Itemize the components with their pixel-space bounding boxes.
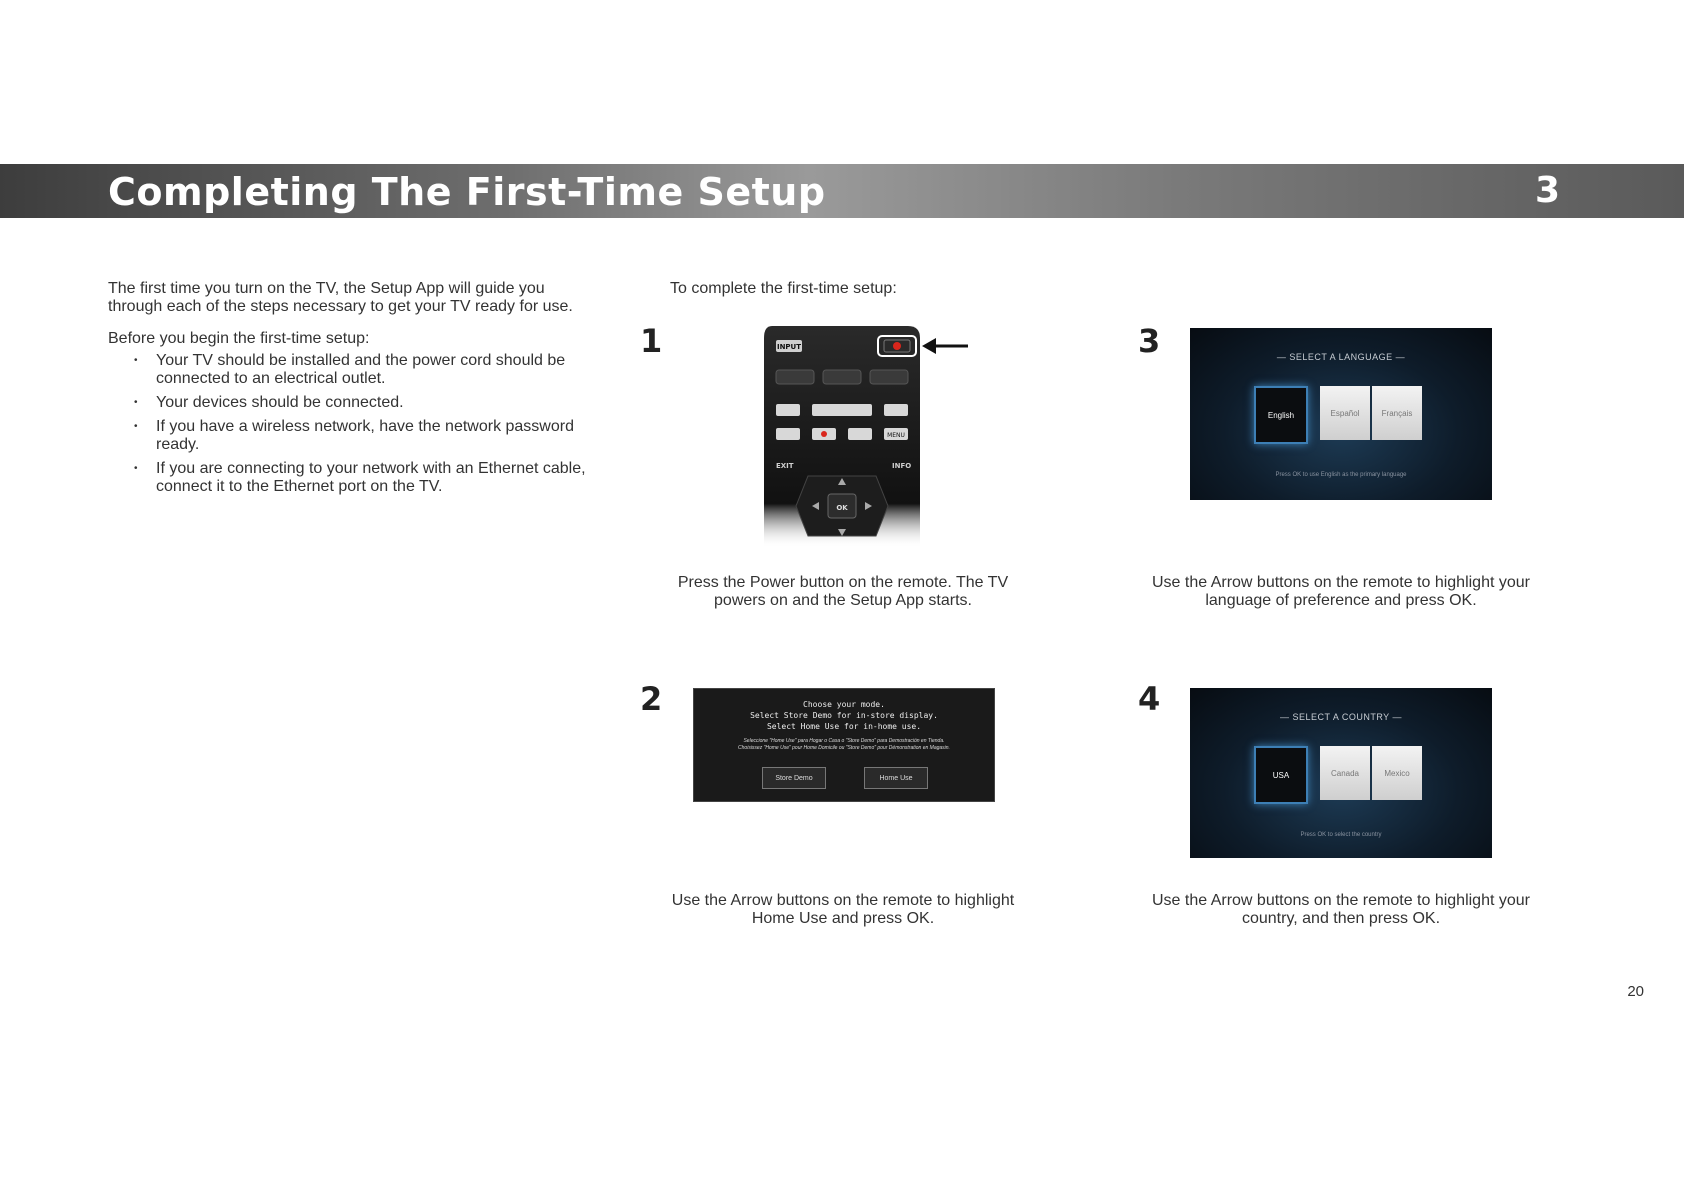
intro-paragraph: The first time you turn on the TV, the Setup App will guide you through each of the steps necessary to get your TV ready for use. bbox=[108, 280, 573, 315]
step-number-3: 3 bbox=[1138, 322, 1161, 360]
mode-selection-screen bbox=[693, 688, 995, 802]
option-canada: Canada bbox=[1320, 746, 1370, 800]
home-use-button: Home Use bbox=[864, 767, 928, 789]
store-demo-button: Store Demo bbox=[762, 767, 826, 789]
exit-button-label: EXIT bbox=[776, 462, 794, 470]
steps-lead: To complete the first-time setup: bbox=[670, 280, 897, 297]
prerequisite-list bbox=[108, 352, 588, 496]
step-number-2: 2 bbox=[640, 680, 663, 718]
ok-button-label: OK bbox=[836, 504, 848, 512]
page-number: 20 bbox=[1627, 983, 1644, 1000]
option-english: English bbox=[1254, 386, 1308, 444]
list-item: • If you have a wireless network, have the network password ready. bbox=[156, 418, 588, 454]
language-selection-screen bbox=[1190, 328, 1492, 500]
mode-line: Select Store Demo for in-store display. bbox=[750, 711, 938, 720]
list-item: • Your devices should be connected. bbox=[156, 394, 588, 412]
input-button-label: INPUT bbox=[776, 343, 802, 351]
language-screen-title: — SELECT A LANGUAGE — bbox=[1276, 352, 1406, 362]
step-number-1: 1 bbox=[640, 322, 663, 360]
option-mexico: Mexico bbox=[1372, 746, 1422, 800]
step-number-4: 4 bbox=[1138, 680, 1161, 718]
country-selection-screen bbox=[1190, 688, 1492, 858]
power-icon bbox=[893, 342, 901, 350]
chapter-number: 3 bbox=[1534, 170, 1560, 211]
country-screen-title: — SELECT A COUNTRY — bbox=[1279, 712, 1403, 722]
mode-line: Select Home Use for in-home use. bbox=[766, 722, 922, 731]
option-espanol: Español bbox=[1320, 386, 1370, 440]
before-heading: Before you begin the first-time setup: bbox=[108, 330, 370, 347]
step-2-caption: Use the Arrow buttons on the remote to highlight Home Use and press OK. bbox=[671, 892, 1015, 927]
mode-small-line: Choisissez "Home Use" pour Home Domicile ou "Store Demo" pour Démonstration en Magasin. bbox=[738, 745, 950, 751]
menu-button-label: MENU bbox=[887, 432, 905, 439]
remote-illustration bbox=[760, 326, 970, 548]
step-3-caption: Use the Arrow buttons on the remote to highlight your language of preference and press OK. bbox=[1152, 574, 1530, 609]
mode-small-line: Seleccione "Home Use" para Hogar o Casa o "Store Demo" para Demostración en Tienda. bbox=[743, 738, 945, 744]
list-item: • Your TV should be installed and the power cord should be connected to an electrical outlet. bbox=[156, 352, 588, 388]
option-francais: Français bbox=[1372, 386, 1422, 440]
pointer-arrow-icon bbox=[922, 338, 968, 354]
mode-line: Choose your mode. bbox=[803, 700, 885, 709]
step-4-caption: Use the Arrow buttons on the remote to highlight your country, and then press OK. bbox=[1152, 892, 1530, 927]
intro-section bbox=[108, 280, 588, 502]
step-1-caption: Press the Power button on the remote. The TV powers on and the Setup App starts. bbox=[677, 574, 1009, 609]
info-button-label: INFO bbox=[892, 462, 912, 470]
chapter-banner bbox=[0, 164, 1684, 218]
country-screen-footer: Press OK to select the country bbox=[1300, 832, 1382, 838]
page-title: Completing The First-Time Setup bbox=[108, 170, 826, 214]
list-item: • If you are connecting to your network with an Ethernet cable, connect it to the Ethernet port on the TV. bbox=[156, 460, 588, 496]
option-usa: USA bbox=[1254, 746, 1308, 804]
language-screen-footer: Press OK to use English as the primary language bbox=[1275, 472, 1407, 478]
